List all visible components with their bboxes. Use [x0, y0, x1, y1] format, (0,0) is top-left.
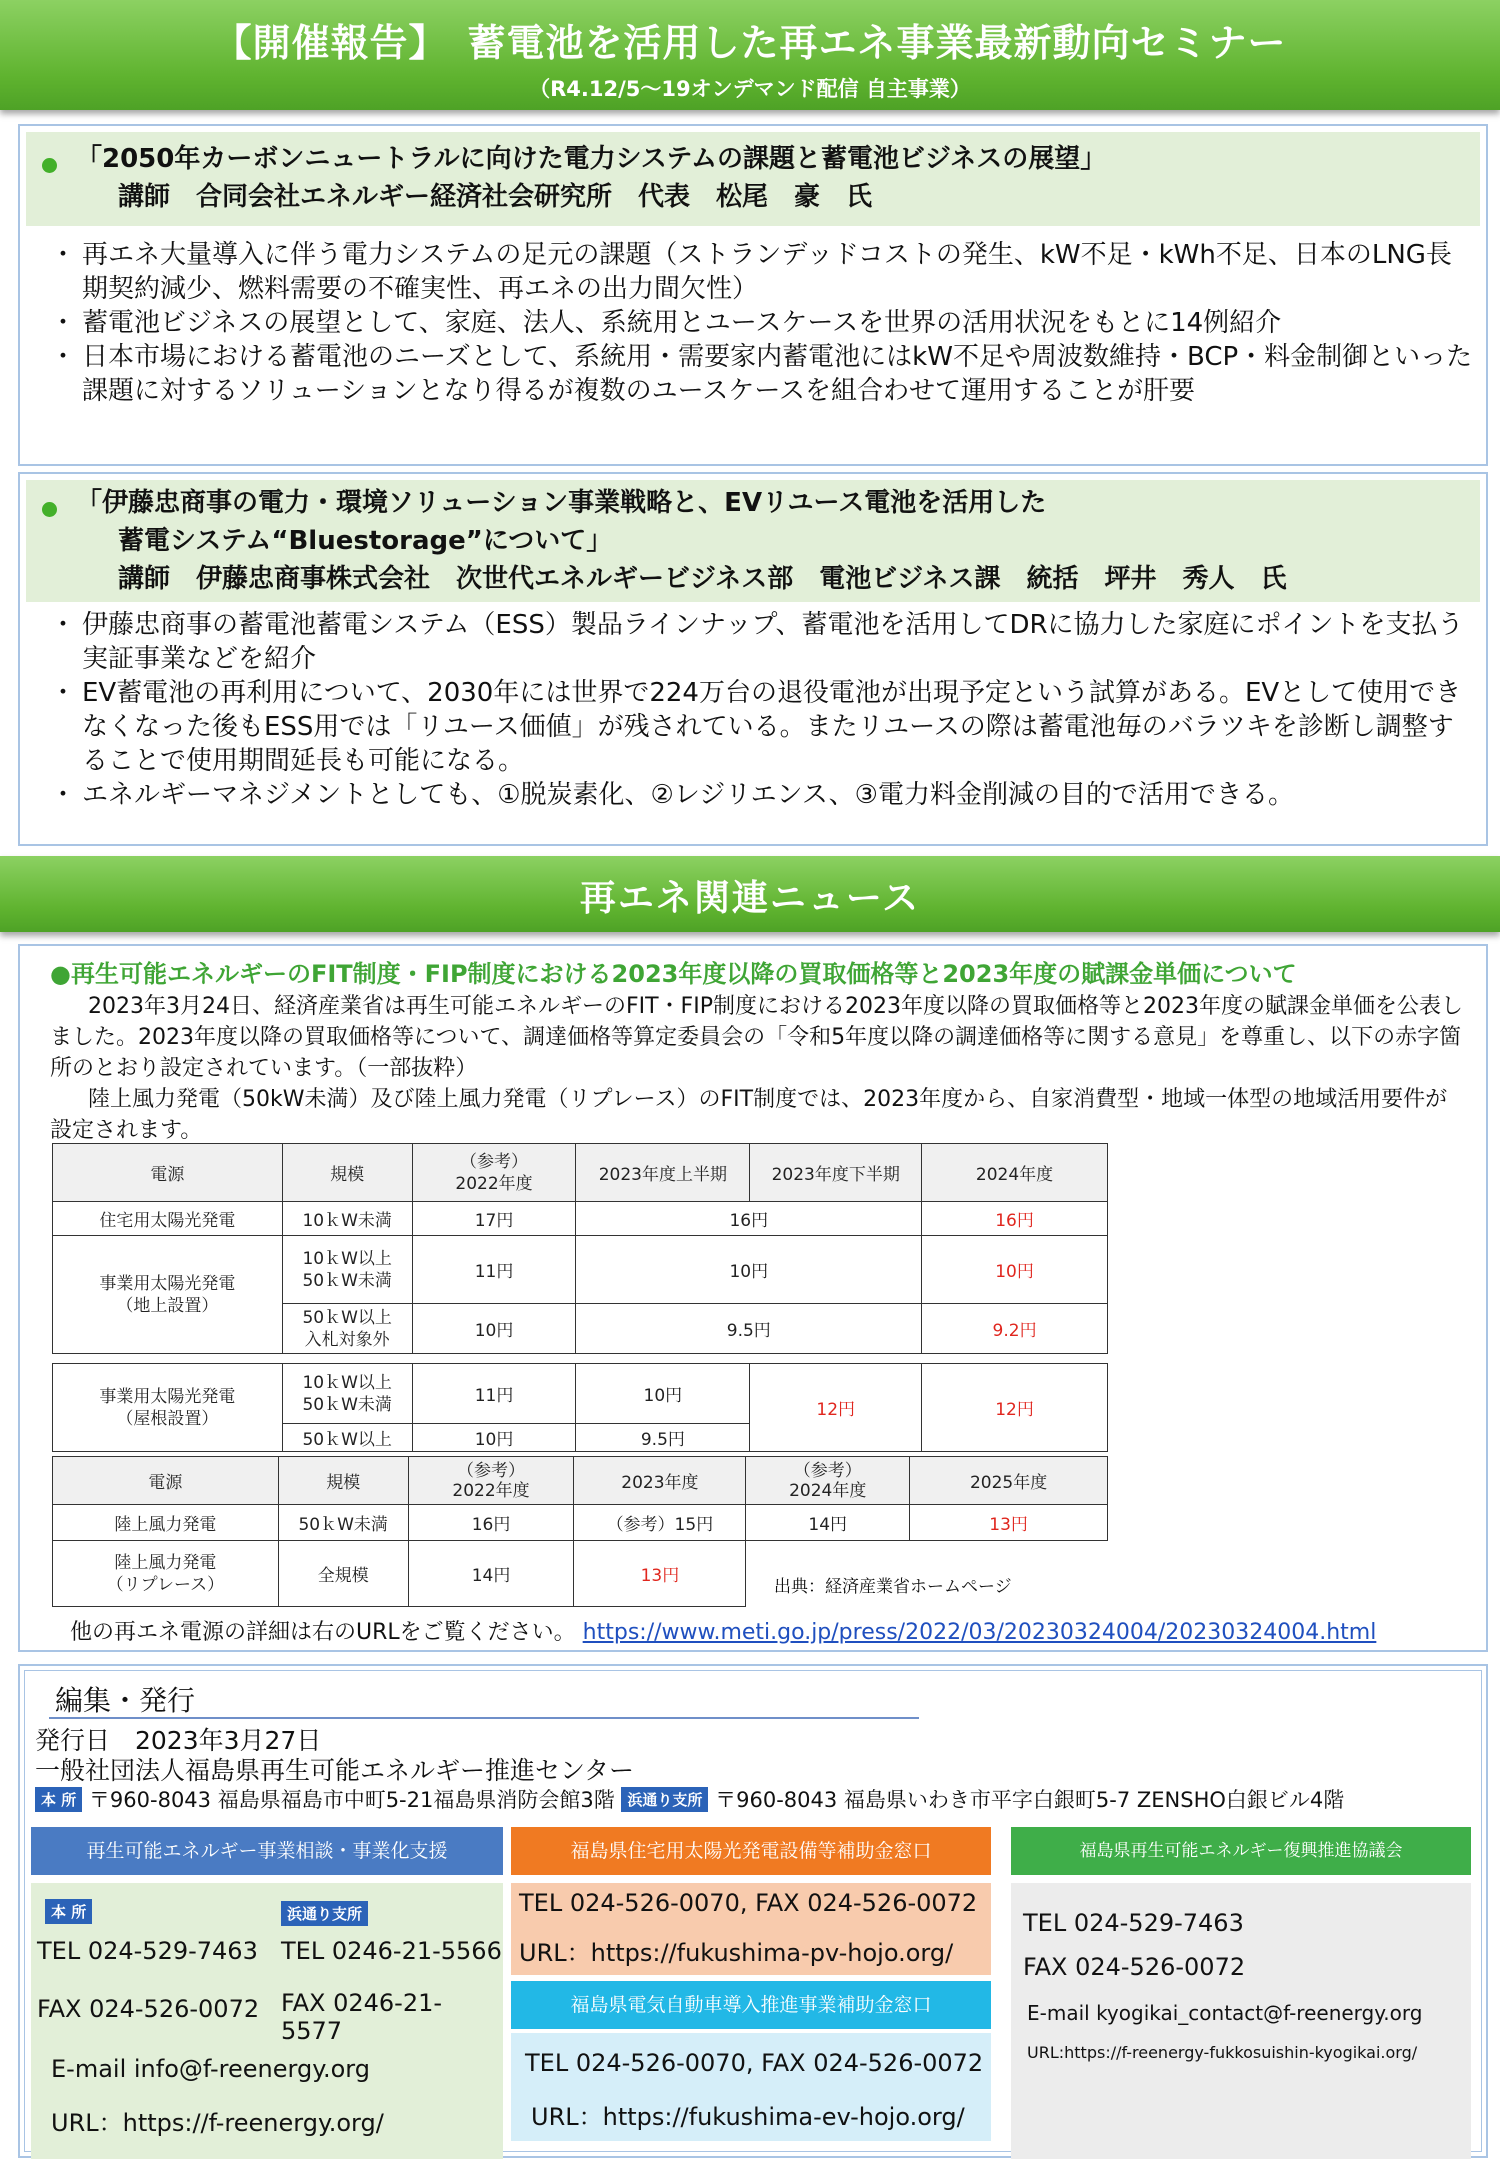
table-cell: 50ｋW未満 [278, 1505, 408, 1541]
seminar-panel-1 [18, 124, 1488, 466]
news-section-title: 再エネ関連ニュース [579, 878, 921, 919]
council-url[interactable]: URL:https://f-reenergy-fukkosuishin-kyogikai.org/ [1027, 2043, 1418, 2062]
table-cell-new-price: 10円 [922, 1236, 1108, 1304]
table-cell: （参考）15円 [574, 1505, 746, 1541]
table-cell: 事業用太陽光発電 （屋根設置） [53, 1364, 283, 1452]
top-banner [0, 0, 1500, 110]
list-item: ・ EV蓄電池の再利用について、2030年には世界で224万台の退役電池が出現予定という試算がある。EVとして使用できなくなった後もESS用では「リユース価値」が残されている。またリユースの際は蓄電池毎のバラツキを診断し調整することで使用期間延長も可能になる。 [50, 676, 1476, 778]
table-header: （参考） 2022年度 [412, 1144, 576, 1202]
report-subtitle: （R4.12/5～19オンデマンド配信 自主事業） [529, 77, 971, 101]
branch-office-tag: 浜通り支所 [621, 1787, 708, 1812]
table-row [53, 1202, 1108, 1236]
issue-date: 発行日 2023年3月27日 [35, 1726, 322, 1755]
list-item: ・ 蓄電池ビジネスの展望として、家庭、法人、系統用とユースケースを世界の活用状況をもとに14例紹介 [50, 306, 1476, 340]
table-cell: 50ｋW以上 入札対象外 [282, 1304, 412, 1354]
table-cell: 11円 [412, 1364, 576, 1424]
table-cell-new-price: 13円 [574, 1541, 746, 1607]
table-header: 2023年度下半期 [750, 1144, 922, 1202]
table-cell: 10円 [412, 1424, 576, 1452]
table-header-row [53, 1144, 1108, 1202]
table-cell: 10ｋW以上 50ｋW未満 [282, 1364, 412, 1424]
consult-main-tel: TEL 024-529-7463 [37, 1937, 258, 1965]
table-header: （参考） 2024年度 [746, 1457, 910, 1505]
consult-main-fax: FAX 024-526-0072 [37, 1995, 260, 2023]
table-cell: 14円 [746, 1505, 910, 1541]
bullet-dot-icon [42, 502, 57, 517]
table-row [53, 1505, 1108, 1541]
consult-branch-fax: FAX 0246-21-5577 [281, 1989, 443, 2045]
table-cell-new-price: 9.2円 [922, 1304, 1108, 1354]
seminar-1-title: 「2050年カーボンニュートラルに向けた電力システムの課題と蓄電池ビジネスの展望」 [76, 144, 1107, 174]
table-cell: 10ｋW未満 [282, 1202, 412, 1236]
list-item: ・ 日本市場における蓄電池のニーズとして、系統用・需要家内蓄電池にはkW不足や周波数維持・BCP・料金制御といった課題に対するソリューションとなり得るが複数のユースケースを組合わせて運用することが肝要 [50, 340, 1476, 408]
news-paragraph: 陸上風力発電（50kW未満）及び陸上風力発電（リプレース）のFIT制度では、2023年度から、自家消費型・地域一体型の地域活用要件が設定されます。 [50, 1087, 1448, 1143]
main-office-address: 〒960-8043 福島県福島市中町5-21福島県消防会館3階 [88, 1788, 615, 1812]
fit-price-table-solar [52, 1143, 1108, 1452]
seminar-2-points [20, 602, 1486, 812]
table-cell: 14円 [408, 1541, 574, 1607]
table-cell: 16円 [576, 1202, 922, 1236]
council-header: 福島県再生可能エネルギー復興推進協議会 [1011, 1827, 1471, 1875]
seminar-2-header [26, 480, 1480, 602]
list-item: ・ 伊藤忠商事の蓄電池蓄電システム（ESS）製品ラインナップ、蓄電池を活用してDRに協力した家庭にポイントを支払う実証事業などを紹介 [50, 608, 1476, 676]
ev-subsidy-contact-box [511, 2033, 991, 2141]
table-cell: 9.5円 [576, 1424, 750, 1452]
table-cell: 10円 [576, 1236, 922, 1304]
pv-subsidy-url[interactable]: URL：https://fukushima-pv-hojo.org/ [519, 1939, 954, 1967]
more-info-text: 他の再エネ電源の詳細は右のURLをご覧ください。 [70, 1620, 576, 1645]
address-line [35, 1784, 1344, 1814]
table-cell-new-price: 12円 [922, 1364, 1108, 1452]
table-cell: 9.5円 [576, 1304, 922, 1354]
table-cell-new-price: 12円 [750, 1364, 922, 1452]
table-cell: 10円 [412, 1304, 576, 1354]
seminar-1-points [20, 226, 1486, 408]
table-cell: 11円 [412, 1236, 576, 1304]
table-source-note: 出典：経済産業省ホームページ [774, 1577, 1012, 1597]
organization-name: 一般社団法人福島県再生可能エネルギー推進センター [35, 1756, 635, 1785]
table-cell: 50ｋW以上 [282, 1424, 412, 1452]
ev-subsidy-tel: TEL 024-526-0070, FAX 024-526-0072 [525, 2049, 984, 2077]
table-header: 規模 [278, 1457, 408, 1505]
council-contact-box [1011, 1883, 1471, 2159]
table-cell: 17円 [412, 1202, 576, 1236]
table-row [53, 1364, 1108, 1424]
table-cell: 16円 [408, 1505, 574, 1541]
table-cell: 陸上風力発電 （リプレース） [53, 1541, 279, 1607]
table-cell: 陸上風力発電 [53, 1505, 279, 1541]
list-item: ・ エネルギーマネジメントとしても、①脱炭素化、②レジリエンス、③電力料金削減の目的で活用できる。 [50, 778, 1476, 812]
consult-branch-tag: 浜通り支所 [281, 1901, 368, 1926]
list-item: ・ 再エネ大量導入に伴う電力システムの足元の課題（ストランデッドコストの発生、kW不足・kWh不足、日本のLNG長期契約減少、燃料需要の不確実性、再エネの出力間欠性） [50, 238, 1476, 306]
table-header: 2024年度 [922, 1144, 1108, 1202]
seminar-2-title: 「伊藤忠商事の電力・環境ソリューション事業戦略と、EVリユース電池を活用した [76, 488, 1047, 518]
ev-subsidy-header: 福島県電気自動車導入推進事業補助金窓口 [511, 1981, 991, 2029]
consult-url[interactable]: URL：https://f-reenergy.org/ [51, 2109, 384, 2137]
more-info-line [70, 1615, 1376, 1646]
table-header: 2023年度 [574, 1457, 746, 1505]
table-header: 2023年度上半期 [576, 1144, 750, 1202]
table-cell: 事業用太陽光発電 （地上設置） [53, 1236, 283, 1354]
bullet-dot-icon [42, 158, 57, 173]
pv-subsidy-tel: TEL 024-526-0070, FAX 024-526-0072 [519, 1889, 978, 1917]
table-cell: 10円 [576, 1364, 750, 1424]
news-paragraph: 2023年3月24日、経済産業省は再生可能エネルギーのFIT・FIP制度における2023年度以降の買取価格等と2023年度の賦課金単価を公表しました。2023年度以降の買取価格等について、調達価格等算定委員会の「令和5年度以降の調達価格等に関する意見」を尊重し、以下の赤字箇所のとおり設定されています。（一部抜粋） [50, 994, 1463, 1081]
news-body [20, 989, 1486, 1146]
seminar-2-title-cont: 蓄電システム“Bluestorage”について」 [118, 526, 613, 556]
seminar-panel-2 [18, 472, 1488, 846]
meti-press-link[interactable]: https://www.meti.go.jp/press/2022/03/20230324004/20230324004.html [582, 1620, 1377, 1645]
news-title: ●再生可能エネルギーのFIT制度・FIP制度における2023年度以降の買取価格等と2023年度の賦課金単価について [50, 960, 1297, 988]
news-banner [0, 856, 1500, 932]
table-header: 規模 [282, 1144, 412, 1202]
pv-subsidy-contact-box [511, 1883, 991, 1975]
council-email[interactable]: E-mail kyogikai_contact@f-reenergy.org [1027, 2001, 1423, 2025]
council-fax: FAX 024-526-0072 [1023, 1953, 1246, 1981]
table-cell: 全規模 [278, 1541, 408, 1607]
ev-subsidy-url[interactable]: URL：https://fukushima-ev-hojo.org/ [531, 2103, 965, 2131]
council-tel: TEL 024-529-7463 [1023, 1909, 1244, 1937]
publisher-heading: 編集・発行 [55, 1684, 196, 1717]
consult-branch-tel: TEL 0246-21-5566 [281, 1937, 502, 1965]
table-header: 2025年度 [910, 1457, 1108, 1505]
consult-header: 再生可能エネルギー事業相談・事業化支援 [31, 1827, 503, 1875]
seminar-1-header [26, 132, 1480, 226]
table-cell-new-price: 13円 [910, 1505, 1108, 1541]
footer-panel [18, 1664, 1488, 2158]
consult-contact-box [31, 1883, 503, 2159]
table-header-row [53, 1457, 1108, 1505]
report-title: 【開催報告】 蓄電池を活用した再エネ事業最新動向セミナー [213, 21, 1287, 65]
table-header: 電源 [53, 1457, 279, 1505]
pv-subsidy-header: 福島県住宅用太陽光発電設備等補助金窓口 [511, 1827, 991, 1875]
table-cell: 10ｋW以上 50ｋW未満 [282, 1236, 412, 1304]
table-header: （参考） 2022年度 [408, 1457, 574, 1505]
consult-email[interactable]: E-mail info@f-reenergy.org [51, 2055, 370, 2083]
table-header: 電源 [53, 1144, 283, 1202]
consult-main-tag: 本 所 [45, 1899, 92, 1924]
seminar-1-speaker: 講師 合同会社エネルギー経済社会研究所 代表 松尾 豪 氏 [118, 182, 873, 212]
seminar-2-speaker: 講師 伊藤忠商事株式会社 次世代エネルギービジネス部 電池ビジネス課 統括 坪井 秀人 氏 [118, 564, 1287, 594]
heading-underline [49, 1717, 919, 1719]
table-cell-new-price: 16円 [922, 1202, 1108, 1236]
table-row [53, 1236, 1108, 1304]
branch-office-address: 〒960-8043 福島県いわき市平字白銀町5-7 ZENSHO白銀ビル4階 [715, 1788, 1345, 1812]
table-cell: 住宅用太陽光発電 [53, 1202, 283, 1236]
main-office-tag: 本 所 [35, 1787, 82, 1812]
